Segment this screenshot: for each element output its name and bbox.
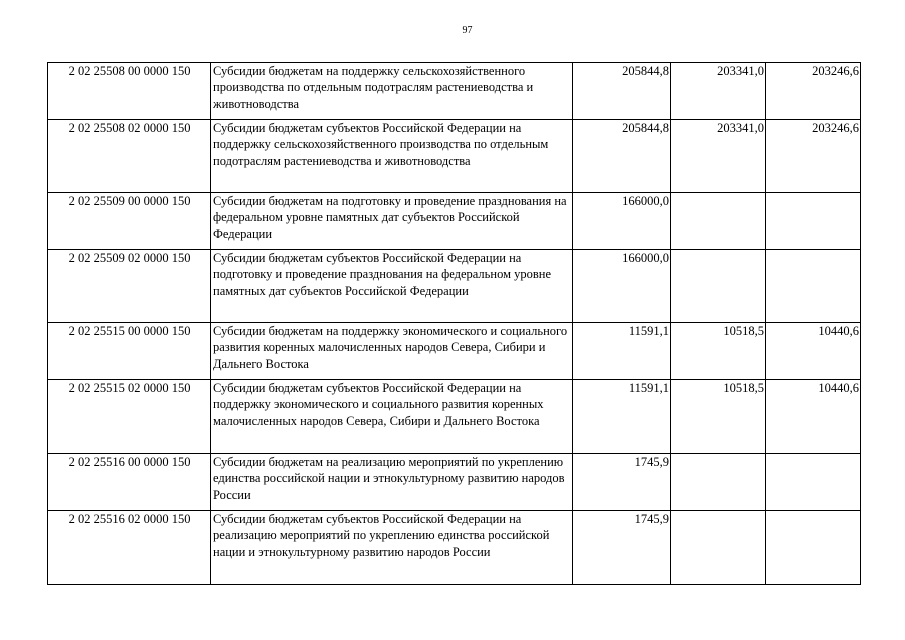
amount-year3-cell: 203246,6 (766, 63, 861, 120)
amount-year3-cell: 203246,6 (766, 120, 861, 193)
income-name-cell: Субсидии бюджетам на подготовку и проведение празднования на федеральном уровне памятных дат субъектов Российской Федерации (211, 193, 573, 250)
table-row (48, 63, 861, 120)
budget-code-cell: 2 02 25508 00 0000 150 (48, 63, 211, 120)
amount-year2-cell: 203341,0 (671, 63, 766, 120)
table-row (48, 454, 861, 511)
amount-year1-cell: 166000,0 (573, 193, 671, 250)
income-name-cell: Субсидии бюджетам на реализацию мероприятий по укреплению единства российской нации и этнокультурному развитию народов России (211, 454, 573, 511)
amount-year3-cell (766, 250, 861, 323)
amount-year2-cell (671, 193, 766, 250)
amount-year1-cell: 11591,1 (573, 323, 671, 380)
amount-year1-cell: 1745,9 (573, 454, 671, 511)
amount-year3-cell (766, 454, 861, 511)
table-row (48, 120, 861, 193)
amount-year3-cell: 10440,6 (766, 323, 861, 380)
amount-year2-cell: 10518,5 (671, 323, 766, 380)
amount-year1-cell: 205844,8 (573, 120, 671, 193)
budget-code-cell: 2 02 25509 02 0000 150 (48, 250, 211, 323)
amount-year1-cell: 1745,9 (573, 511, 671, 585)
amount-year1-cell: 205844,8 (573, 63, 671, 120)
income-name-cell: Субсидии бюджетам субъектов Российской Федерации на реализацию мероприятий по укреплению единства российской нации и этнокультурному развитию народов России (211, 511, 573, 585)
table-row (48, 380, 861, 454)
income-name-cell: Субсидии бюджетам субъектов Российской Федерации на поддержку сельскохозяйственного производства по отдельным подотраслям растениеводства и животноводства (211, 120, 573, 193)
income-name-cell: Субсидии бюджетам на поддержку экономического и социального развития коренных малочисленных народов Севера, Сибири и Дальнего Востока (211, 323, 573, 380)
income-name-cell: Субсидии бюджетам субъектов Российской Федерации на поддержку экономического и социального развития коренных малочисленных народов Севера, Сибири и Дальнего Востока (211, 380, 573, 454)
amount-year2-cell: 203341,0 (671, 120, 766, 193)
amount-year1-cell: 166000,0 (573, 250, 671, 323)
amount-year2-cell (671, 454, 766, 511)
income-name-cell: Субсидии бюджетам на поддержку сельскохозяйственного производства по отдельным подотраслям растениеводства и животноводства (211, 63, 573, 120)
budget-code-cell: 2 02 25508 02 0000 150 (48, 120, 211, 193)
table-row (48, 323, 861, 380)
amount-year1-cell: 11591,1 (573, 380, 671, 454)
budget-code-cell: 2 02 25515 00 0000 150 (48, 323, 211, 380)
amount-year3-cell (766, 511, 861, 585)
budget-code-cell: 2 02 25509 00 0000 150 (48, 193, 211, 250)
table-row (48, 250, 861, 323)
amount-year2-cell (671, 511, 766, 585)
budget-code-cell: 2 02 25515 02 0000 150 (48, 380, 211, 454)
budget-table (47, 62, 861, 585)
budget-code-cell: 2 02 25516 00 0000 150 (48, 454, 211, 511)
amount-year2-cell: 10518,5 (671, 380, 766, 454)
table-row (48, 511, 861, 585)
income-name-cell: Субсидии бюджетам субъектов Российской Федерации на подготовку и проведение празднования на федеральном уровне памятных дат субъектов Российской Федерации (211, 250, 573, 323)
amount-year2-cell (671, 250, 766, 323)
amount-year3-cell: 10440,6 (766, 380, 861, 454)
page-number: 97 (462, 25, 473, 36)
amount-year3-cell (766, 193, 861, 250)
table-row (48, 193, 861, 250)
budget-code-cell: 2 02 25516 02 0000 150 (48, 511, 211, 585)
